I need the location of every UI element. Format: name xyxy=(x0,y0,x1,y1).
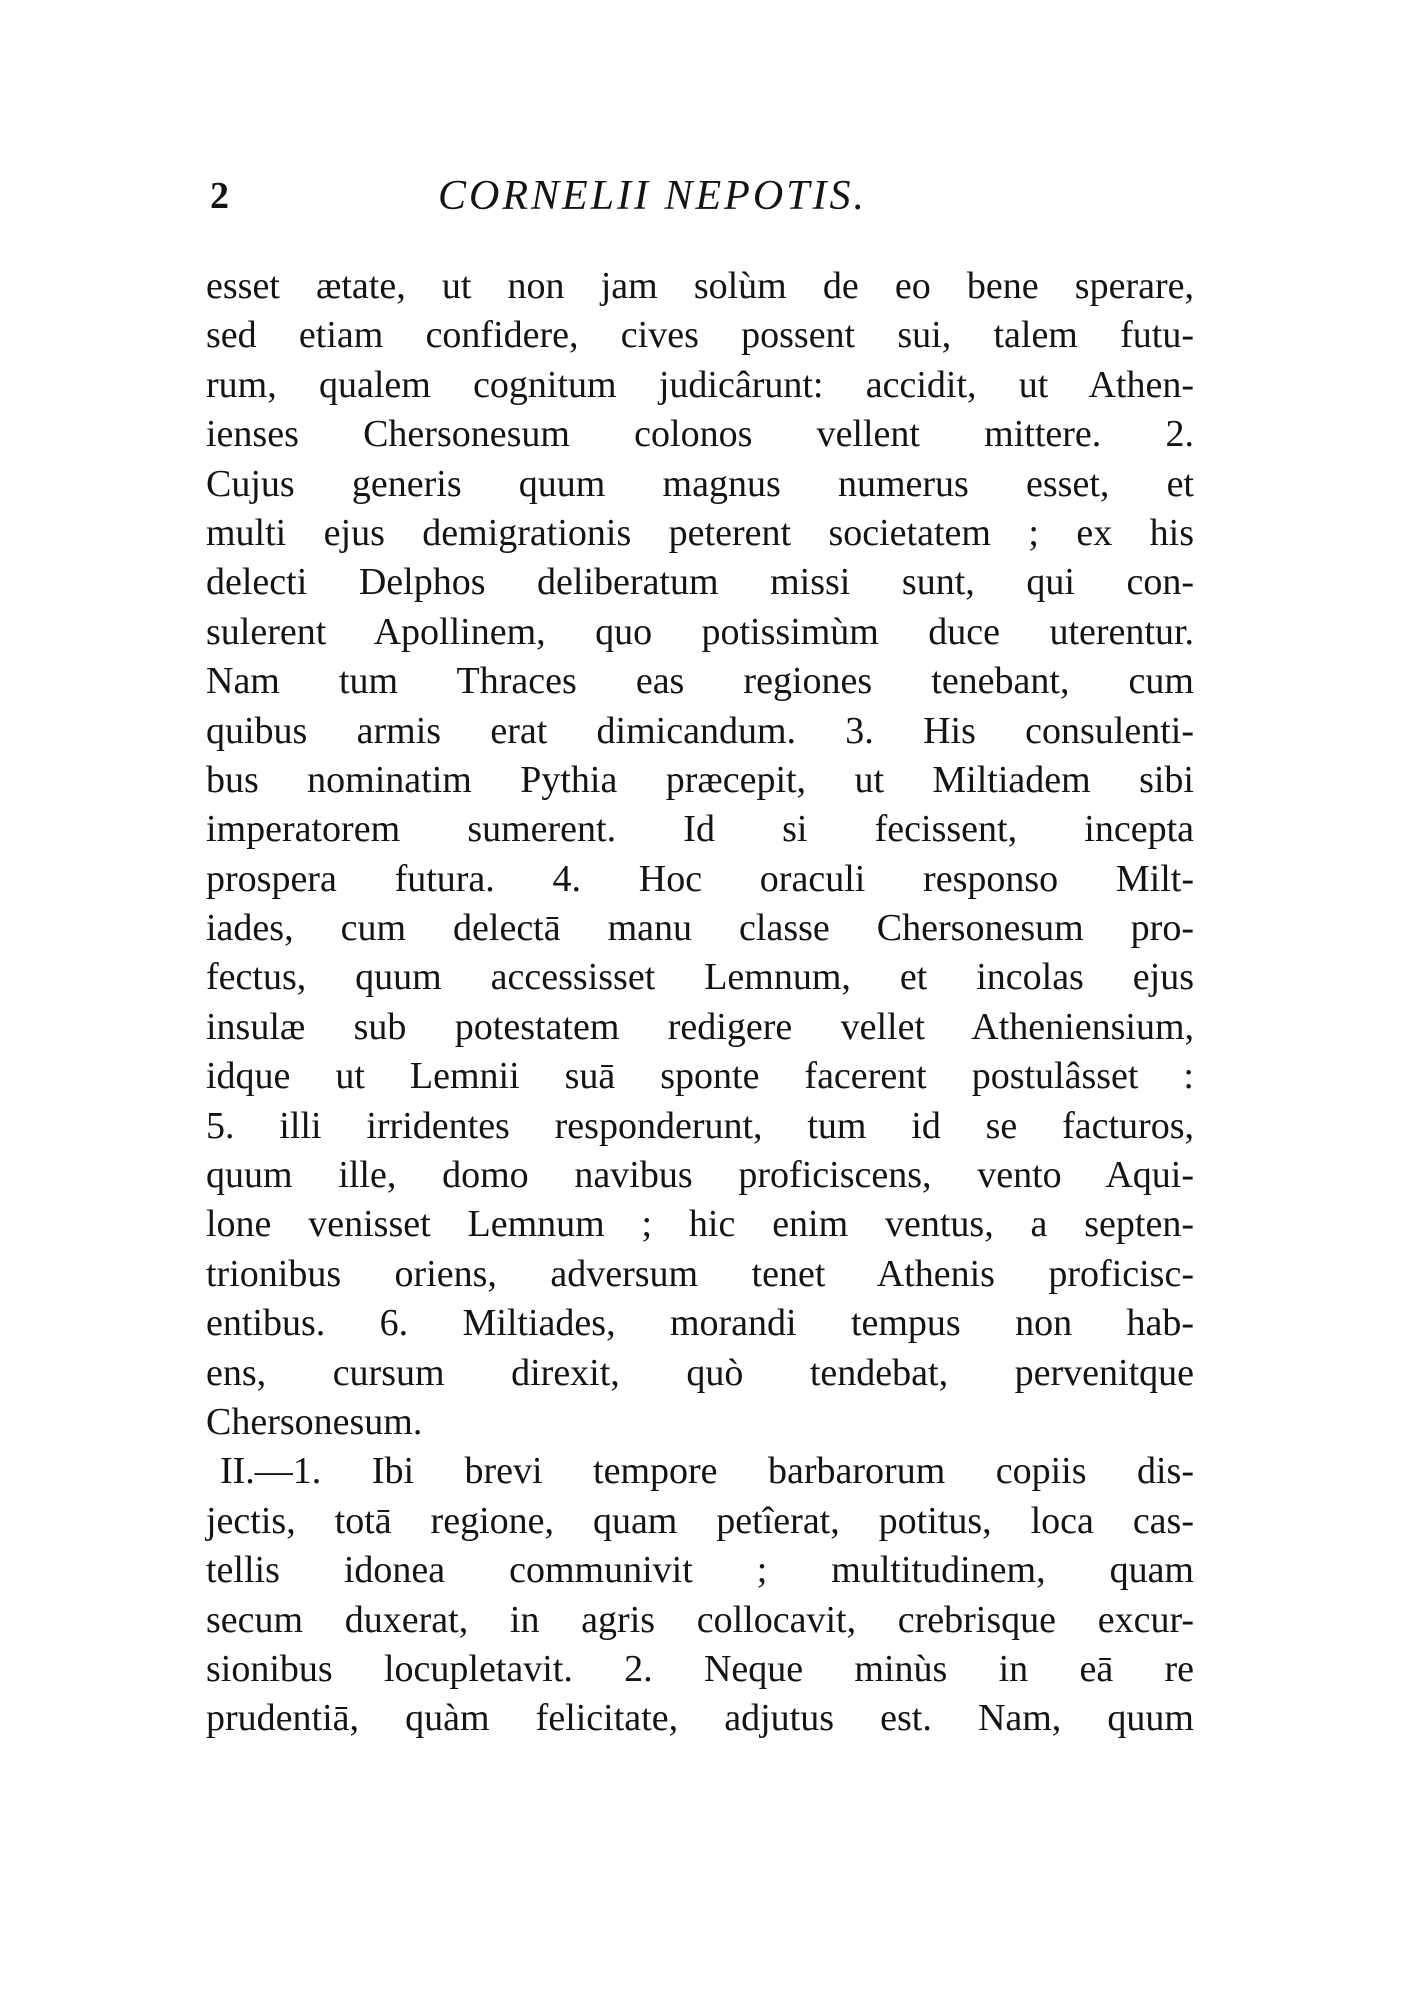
text-line: ens, cursum direxit, quò tendebat, pervenitque xyxy=(206,1351,1194,1394)
text-line: esset ætate, ut non jam solùm de eo bene sperare, xyxy=(206,265,1194,307)
running-head xyxy=(210,166,1210,226)
text-line: delecti Delphos deliberatum missi sunt, qui con- xyxy=(206,561,1194,604)
text-line: iades, cum delectā manu classe Chersonesum pro- xyxy=(206,907,1194,950)
text-line: ienses Chersonesum colonos vellent mittere. 2. xyxy=(206,413,1194,456)
text-line: bus nominatim Pythia præcepit, ut Miltiadem sibi xyxy=(206,758,1194,801)
text-line: sed etiam confidere, cives possent sui, talem futu- xyxy=(206,314,1194,357)
text-line: entibus. 6. Miltiades, morandi tempus non hab- xyxy=(206,1302,1194,1345)
text-line: quum ille, domo navibus proficiscens, vento Aqui- xyxy=(206,1154,1194,1197)
text-line: multi ejus demigrationis peterent societatem ; ex his xyxy=(206,511,1194,554)
text-line: tellis idonea communivit ; multitudinem, quam xyxy=(206,1549,1194,1592)
text-line: imperatorem sumerent. Id si fecissent, incepta xyxy=(206,808,1194,851)
text-line: sulerent Apollinem, quo potissimùm duce uterentur. xyxy=(206,610,1194,653)
text-line: Cujus generis quum magnus numerus esset, et xyxy=(206,462,1194,505)
section-heading-line: II.—1. Ibi brevi tempore barbarorum copiis dis- xyxy=(220,1450,1194,1493)
text-line: prudentiā, quàm felicitate, adjutus est. Nam, quum xyxy=(206,1697,1194,1740)
text-line: secum duxerat, in agris collocavit, crebrisque excur- xyxy=(206,1598,1194,1641)
running-title: CORNELII NEPOTIS. xyxy=(438,173,867,219)
text-line: lone venisset Lemnum ; hic enim ventus, a septen- xyxy=(206,1203,1194,1246)
text-line: trionibus oriens, adversum tenet Athenis proficisc- xyxy=(206,1252,1194,1295)
page-number: 2 xyxy=(210,175,229,217)
text-line: sionibus locupletavit. 2. Neque minùs in eā re xyxy=(206,1647,1194,1690)
text-line: 5. illi irridentes responderunt, tum id se facturos, xyxy=(206,1104,1194,1147)
text-line: fectus, quum accessisset Lemnum, et incolas ejus xyxy=(206,956,1194,999)
text-line: Nam tum Thraces eas regiones tenebant, cum xyxy=(206,660,1194,703)
text-line: quibus armis erat dimicandum. 3. His consulenti- xyxy=(206,709,1194,752)
body-text xyxy=(206,262,1194,1744)
text-line: insulæ sub potestatem redigere vellet Atheniensium, xyxy=(206,1005,1194,1048)
text-line: idque ut Lemnii suā sponte facerent postulâsset : xyxy=(206,1055,1194,1098)
text-line: prospera futura. 4. Hoc oraculi responso Milt- xyxy=(206,857,1194,900)
text-line: Chersonesum. xyxy=(206,1400,423,1443)
text-line: rum, qualem cognitum judicârunt: accidit, ut Athen- xyxy=(206,363,1194,406)
text-line: jectis, totā regione, quam petîerat, potitus, loca cas- xyxy=(206,1499,1194,1542)
